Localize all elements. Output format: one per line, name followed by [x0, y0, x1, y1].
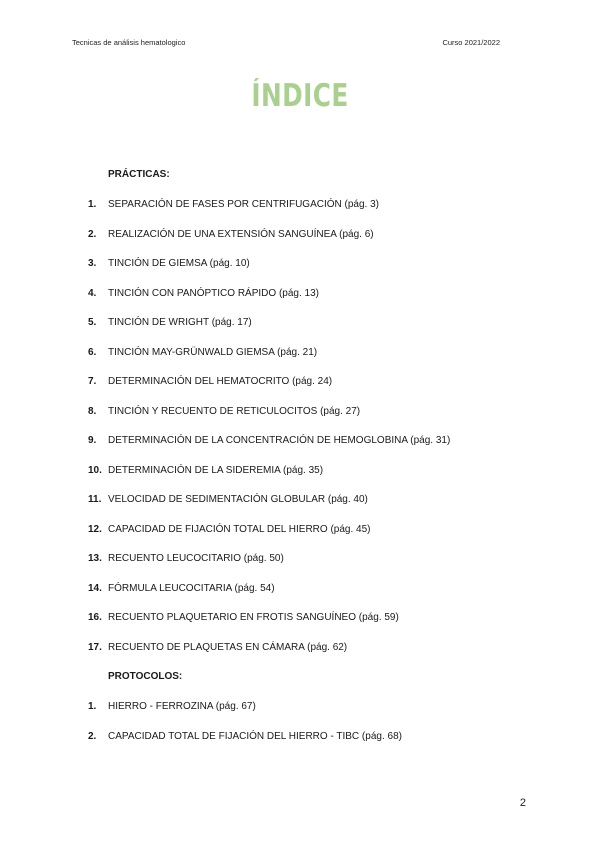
toc-entry-text: DETERMINACIÓN DE LA CONCENTRACIÓN DE HEMOGLOBINA (pág. 31) [108, 435, 451, 446]
toc-entry-number: 8. [88, 405, 97, 417]
toc-entry-number: 2. [88, 228, 97, 240]
toc-entry [88, 258, 250, 269]
toc-entry [88, 229, 374, 240]
toc-entry-text: DETERMINACIÓN DE LA SIDEREMIA (pág. 35) [108, 464, 324, 476]
toc-entry-number: 17. [88, 641, 102, 653]
toc-entry [88, 642, 347, 653]
toc-entry-number: 9. [88, 435, 97, 446]
toc-entry-number: 2. [88, 730, 97, 742]
page-number: 2 [519, 797, 526, 809]
toc-entry [88, 199, 379, 210]
toc-entry-text: FÓRMULA LEUCOCITARIA (pág. 54) [108, 582, 275, 594]
toc-entry-number: 13. [88, 553, 102, 564]
toc-entry-number: 14. [88, 582, 102, 594]
toc-entry-text: TINCIÓN DE WRIGHT (pág. 17) [108, 317, 252, 328]
toc-entry-text: VELOCIDAD DE SEDIMENTACIÓN GLOBULAR (pág. 40) [108, 494, 368, 505]
toc-entry [88, 583, 275, 594]
toc-entry-number: 11. [88, 494, 102, 505]
toc-entry-text: RECUENTO PLAQUETARIO EN FROTIS SANGUÍNEO (pág. 59) [108, 612, 399, 623]
toc-entry [88, 553, 284, 564]
toc-entry [88, 435, 450, 446]
toc-entry-number: 12. [88, 523, 102, 535]
header-left-text: Tecnicas de análisis hematologico [72, 38, 186, 47]
toc-entry-text: REALIZACIÓN DE UNA EXTENSIÓN SANGUÍNEA (pág. 6) [108, 228, 374, 240]
toc-entry [88, 612, 399, 623]
toc-entry-text: SEPARACIÓN DE FASES POR CENTRIFUGACIÓN (pág. 3) [108, 199, 379, 210]
practicas-label: PRÁCTICAS: [108, 169, 170, 180]
toc-entry [88, 465, 323, 476]
toc-entry [88, 376, 332, 387]
page-title: ÍNDICE [251, 78, 349, 114]
toc-entry [88, 406, 360, 417]
toc-entry-text: TINCIÓN DE GIEMSA (pág. 10) [108, 258, 250, 269]
toc-entry [88, 288, 319, 299]
toc-entry-text: DETERMINACIÓN DEL HEMATOCRITO (pág. 24) [108, 376, 333, 387]
toc-entry [88, 731, 402, 742]
toc-entry-text: CAPACIDAD DE FIJACIÓN TOTAL DEL HIERRO (pág. 45) [108, 523, 371, 535]
toc-entry-text: TINCIÓN MAY-GRÜNWALD GIEMSA (pág. 21) [108, 346, 318, 358]
toc-entry-number: 3. [88, 258, 97, 269]
toc-entry-text: HIERRO - FERROZINA (pág. 67) [108, 701, 256, 712]
toc-entry-text: TINCIÓN Y RECUENTO DE RETICULOCITOS (pág. 27) [108, 405, 361, 417]
toc-entry-number: 6. [88, 346, 97, 358]
toc-entry [88, 494, 368, 505]
toc-entry-text: RECUENTO LEUCOCITARIO (pág. 50) [108, 553, 284, 564]
toc-entry-number: 10. [88, 464, 102, 476]
toc-entry [88, 701, 256, 712]
toc-entry-number: 5. [88, 317, 97, 328]
toc-entry [88, 524, 370, 535]
toc-entry-text: TINCIÓN CON PANÓPTICO RÁPIDO (pág. 13) [108, 287, 319, 299]
toc-entry-number: 1. [88, 701, 97, 712]
toc-entry [88, 317, 252, 328]
toc-entry [88, 347, 317, 358]
header-right-text: Curso 2021/2022 [442, 38, 500, 47]
toc-entry-number: 16. [88, 612, 102, 623]
toc-entry-number: 1. [88, 199, 97, 210]
toc-entry-number: 7. [88, 376, 97, 387]
toc-entry-text: RECUENTO DE PLAQUETAS EN CÁMARA (pág. 62) [108, 641, 348, 653]
toc-entry-number: 4. [88, 287, 97, 299]
toc-entry-text: CAPACIDAD TOTAL DE FIJACIÓN DEL HIERRO - TIBC (pág. 68) [108, 730, 402, 742]
protocolos-label: PROTOCOLOS: [108, 671, 183, 682]
